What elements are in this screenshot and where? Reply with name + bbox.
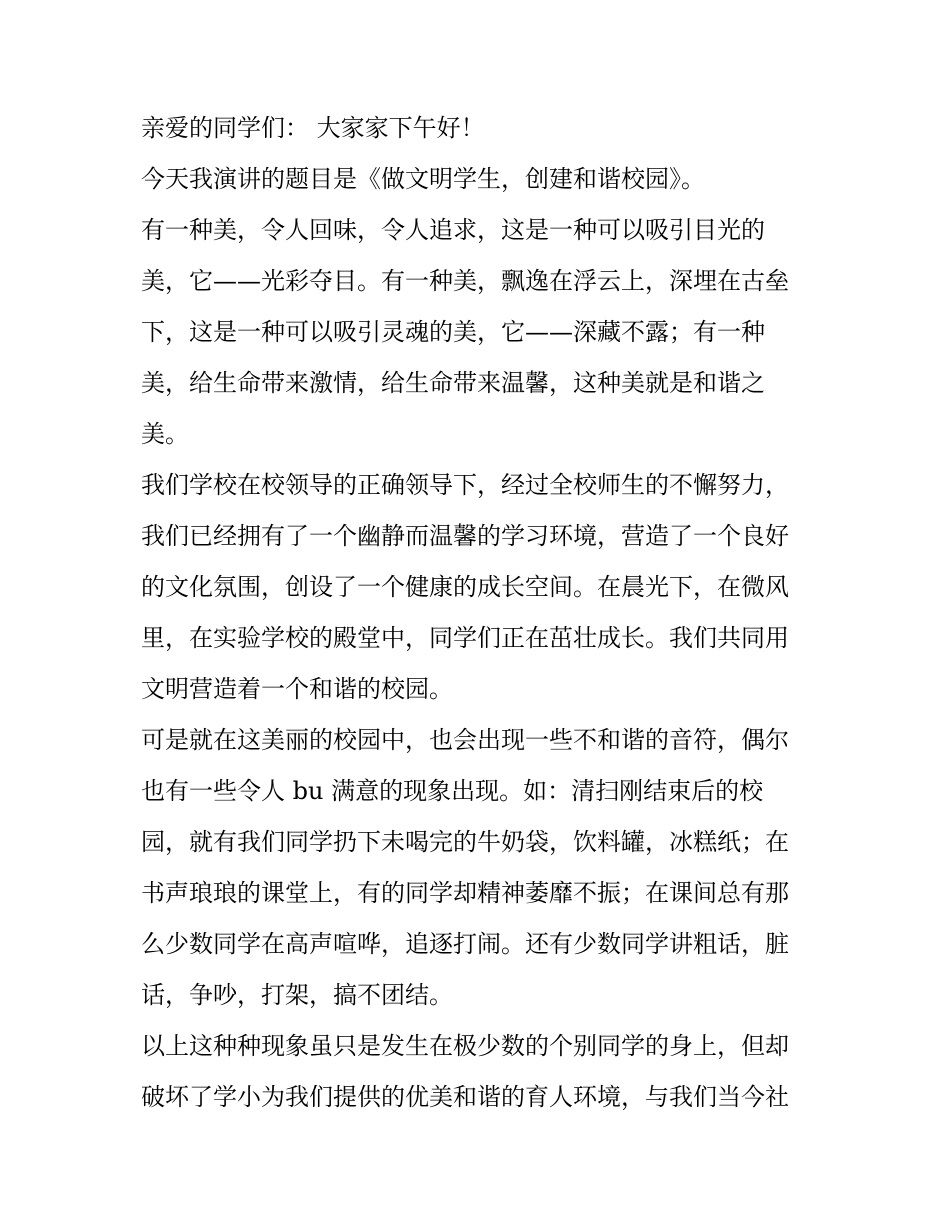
speech-text [141,103,821,1123]
text-line: 我们已经拥有了一个幽静而温馨的学习环境，营造了一个良好 [141,522,789,550]
text-line: 美，它——光彩夺目。有一种美，飘逸在浮云上，深埋在古垒 [141,267,789,295]
text-line: 我们学校在校领导的正确领导下，经过全校师生的不懈努力， [141,471,789,499]
text-line: 美，给生命带来激情，给生命带来温馨，这种美就是和谐之 [141,369,765,397]
text-line: 文明营造着一个和谐的校园。 [141,675,453,703]
text-line: 里，在实验学校的殿堂中，同学们正在茁壮成长。我们共同用 [141,624,789,652]
text-line: 园，就有我们同学扔下未喝完的牛奶袋，饮料罐，冰糕纸；在 [141,828,789,856]
text-line: 书声琅琅的课堂上，有的同学却精神萎靡不振；在课间总有那 [141,879,789,907]
text-line: 么少数同学在高声喧哗，追逐打闹。还有少数同学讲粗话，脏 [141,930,789,958]
text-line: 今天我演讲的题目是《做文明学生，创建和谐校园》。 [141,165,705,193]
text-line: 亲爱的同学们： 大家家下午好！ [141,114,485,142]
text-line: 的文化氛围，创设了一个健康的成长空间。在晨光下，在微风 [141,573,789,601]
text-line: 破坏了学小为我们提供的优美和谐的育人环境，与我们当今社 [141,1083,789,1111]
text-line: 有一种美，令人回味，令人追求，这是一种可以吸引目光的 [141,216,765,244]
text-line: 美。 [141,420,189,448]
text-line: 以上这种种现象虽只是发生在极少数的个别同学的身上，但却 [141,1032,789,1060]
text-line: 下，这是一种可以吸引灵魂的美，它——深藏不露；有一种 [141,318,765,346]
text-line: 可是就在这美丽的校园中，也会出现一些不和谐的音符，偶尔 [141,726,789,754]
text-line: 也有一些令人 bu 满意的现象出现。如：清扫刚结束后的校 [141,777,764,805]
text-line: 话，争吵，打架，搞不团结。 [141,981,453,1009]
